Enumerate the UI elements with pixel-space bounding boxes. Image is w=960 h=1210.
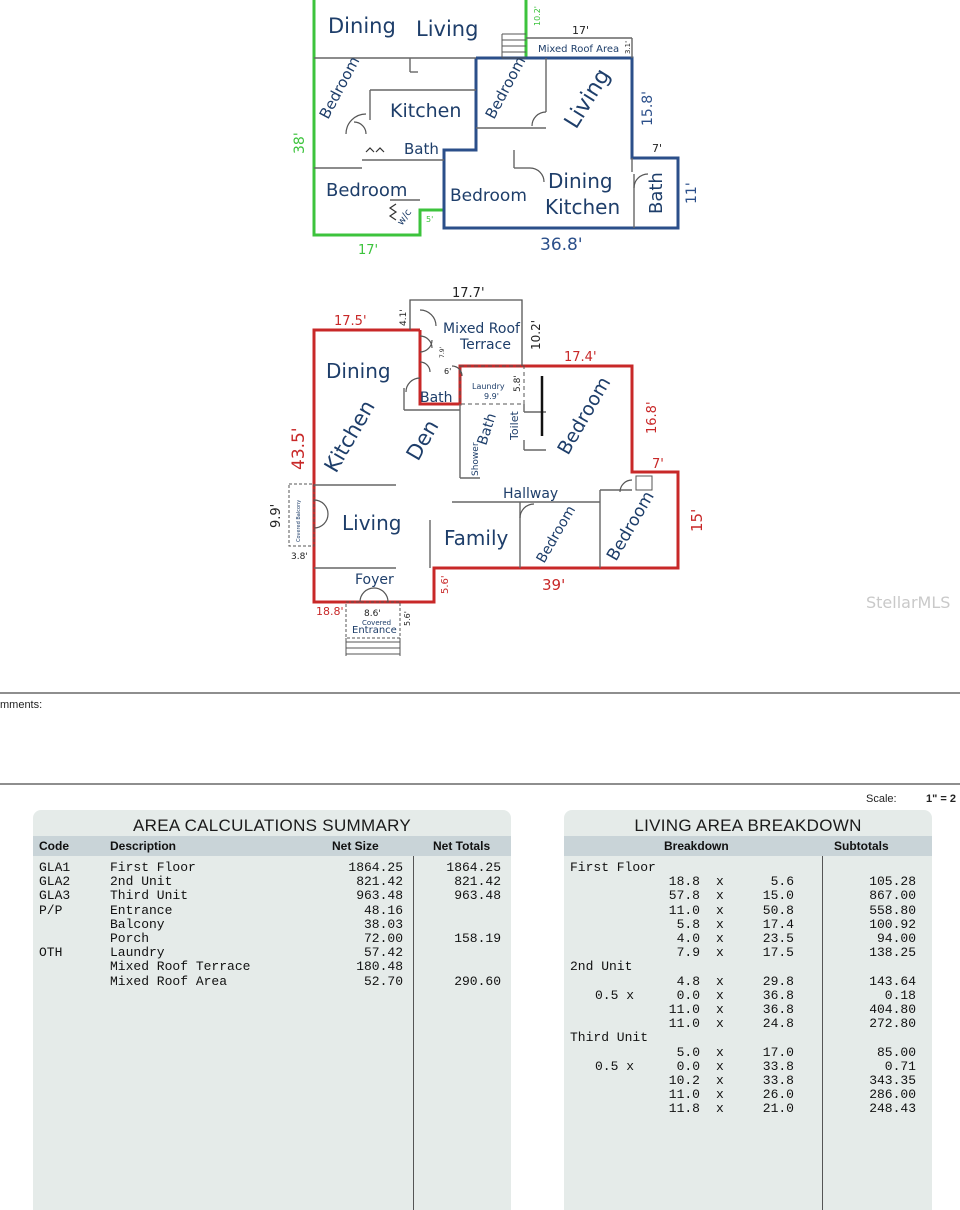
cell-times: x xyxy=(716,1058,724,1074)
cell-times: x xyxy=(716,916,724,932)
dim-39: 39' xyxy=(542,576,566,594)
cell-net-total: 158.19 xyxy=(454,931,501,946)
header-net-totals: Net Totals xyxy=(433,839,491,853)
cell-width: 33.8 xyxy=(762,1058,794,1074)
cell-width: 26.0 xyxy=(762,1087,794,1103)
table-row xyxy=(564,1003,932,1017)
dim-17-bottom: 17' xyxy=(358,243,379,258)
cell-code: OTH xyxy=(39,945,63,961)
room-kitchen-upper-left: Kitchen xyxy=(390,100,462,122)
cell-times: x xyxy=(716,1101,724,1117)
cell-width: 17.5 xyxy=(762,945,794,961)
room-dining-upper: Dining xyxy=(328,14,396,38)
table-row xyxy=(564,875,932,889)
header-description: Description xyxy=(110,839,177,853)
cell-width: 33.8 xyxy=(762,1073,794,1088)
dim-5-6b: 5.6' xyxy=(403,611,412,626)
table-row xyxy=(564,918,932,932)
room-dining-kitchen-line1: Dining xyxy=(548,169,613,193)
cell-subtotal: 100.92 xyxy=(869,916,916,932)
table-row xyxy=(564,1031,932,1045)
table-row xyxy=(564,861,932,875)
table-row xyxy=(33,918,511,932)
table-row xyxy=(33,904,511,918)
cell-description: Mixed Roof Terrace xyxy=(110,959,251,975)
cell-description: 2nd Unit xyxy=(110,874,173,890)
cell-code: GLA3 xyxy=(39,888,71,904)
cell-net-total: 290.60 xyxy=(454,973,501,989)
room-bath-center: Bath xyxy=(474,411,500,448)
cell-description: Porch xyxy=(110,931,150,946)
table-row xyxy=(33,875,511,889)
dim-10-2-lower: 10.2' xyxy=(529,319,543,350)
dim-6: 6' xyxy=(444,367,452,376)
room-bedroom-upper-right-top: Bedroom xyxy=(481,53,530,122)
cell-length: 10.2 xyxy=(668,1073,700,1088)
cell-length: 11.0 xyxy=(668,1016,700,1032)
cell-subtotal: 138.25 xyxy=(869,945,916,961)
table-row xyxy=(33,946,511,960)
table-row xyxy=(564,932,932,946)
cell-subtotal: 0.71 xyxy=(884,1058,916,1074)
room-living-upper-right: Living xyxy=(559,64,616,134)
scale-label: Scale: xyxy=(866,793,897,805)
area-calculations-panel xyxy=(33,810,511,1210)
room-kitchen-lower: Kitchen xyxy=(319,396,380,477)
room-covered-entrance-dim: 8.6' xyxy=(364,609,381,619)
cell-subtotal: 0.18 xyxy=(884,987,916,1003)
cell-length: 57.8 xyxy=(668,888,700,904)
cell-width: 36.8 xyxy=(762,987,794,1003)
dim-17-top: 17' xyxy=(572,24,590,37)
cell-length: 11.0 xyxy=(668,902,700,918)
cell-width: 15.0 xyxy=(762,888,794,904)
dim-10-2-upper: 10.2' xyxy=(533,5,542,26)
cell-length: 0.0 xyxy=(676,1058,700,1074)
dim-9-9: 9.9' xyxy=(269,503,284,528)
cell-subtotal: 343.35 xyxy=(869,1073,916,1088)
divider-bottom xyxy=(0,783,960,785)
living-breakdown-title: LIVING AREA BREAKDOWN xyxy=(634,816,862,835)
dim-15-8: 15.8' xyxy=(640,90,656,126)
room-mixed-roof-area: Mixed Roof Area xyxy=(538,44,620,55)
cell-times: x xyxy=(716,1073,724,1088)
cell-multiplier: 0.5 x xyxy=(594,1058,634,1074)
cell-length: 4.0 xyxy=(676,931,700,946)
room-living-lower: Living xyxy=(342,511,402,535)
dim-3-8: 3.8' xyxy=(291,552,308,562)
table-row xyxy=(564,960,932,974)
dim-43-5: 43.5' xyxy=(289,427,309,470)
header-code: Code xyxy=(39,839,69,853)
cell-subtotal: 272.80 xyxy=(869,1016,916,1032)
dim-7-lower: 7' xyxy=(652,457,664,472)
cell-subtotal: 286.00 xyxy=(869,1087,916,1103)
cell-net-total: 821.42 xyxy=(454,874,501,890)
dim-17-5: 17.5' xyxy=(334,314,367,329)
cell-width: 23.5 xyxy=(762,931,794,946)
cell-net-size: 1864.25 xyxy=(348,860,403,875)
cell-code: P/P xyxy=(39,902,63,918)
entrance-steps xyxy=(346,638,400,656)
cell-subtotal: 94.00 xyxy=(876,931,916,946)
cell-net-size: 48.16 xyxy=(363,902,403,918)
cell-net-size: 57.42 xyxy=(363,945,403,961)
table-row xyxy=(564,1046,932,1060)
cell-length: 11.0 xyxy=(668,1087,700,1103)
area-summary-header xyxy=(33,836,511,856)
table-row xyxy=(33,960,511,974)
dim-16-8: 16.8' xyxy=(645,401,660,434)
room-bedroom-upper-left-bottom: Bedroom xyxy=(326,180,408,201)
cell-net-total: 963.48 xyxy=(454,888,501,904)
cell-width: 24.8 xyxy=(762,1016,794,1032)
table-row xyxy=(564,946,932,960)
room-covered-entrance-line2: Covered xyxy=(362,619,392,627)
table-row xyxy=(564,989,932,1003)
cell-times: x xyxy=(716,902,724,918)
cell-length: 11.8 xyxy=(668,1101,700,1117)
cell-length: 5.0 xyxy=(676,1044,700,1060)
cell-times: x xyxy=(716,1044,724,1060)
table-row xyxy=(564,904,932,918)
upper-floor-plan xyxy=(292,0,700,258)
room-bath-lower-left: Bath xyxy=(420,390,453,406)
header-net-size: Net Size xyxy=(332,839,379,853)
dim-3-1: 3.1' xyxy=(624,40,632,54)
bath-fixture-mark xyxy=(366,148,384,152)
cell-width: 50.8 xyxy=(762,902,794,918)
dim-36-8: 36.8' xyxy=(540,235,583,255)
cell-subtotal: 105.28 xyxy=(869,874,916,890)
table-row xyxy=(564,975,932,989)
room-dining-lower: Dining xyxy=(326,359,391,383)
cell-section-label: Third Unit xyxy=(570,1030,649,1046)
cell-times: x xyxy=(716,931,724,946)
room-hallway: Hallway xyxy=(503,486,559,502)
cell-times: x xyxy=(716,1002,724,1017)
dim-38: 38' xyxy=(292,132,308,154)
cell-description: First Floor xyxy=(110,860,196,875)
dim-15: 15' xyxy=(688,508,706,532)
room-bedroom-lower-right: Bedroom xyxy=(553,373,616,459)
cell-width: 36.8 xyxy=(762,1002,794,1017)
cell-times: x xyxy=(716,987,724,1003)
dim-7-9: 7.9' xyxy=(439,346,446,358)
room-mixed-roof-terrace-line2: Terrace xyxy=(460,337,511,353)
cell-length: 11.0 xyxy=(668,1002,700,1017)
cell-code: GLA1 xyxy=(39,860,71,875)
cell-times: x xyxy=(716,874,724,890)
cell-net-size: 38.03 xyxy=(363,916,403,932)
cell-section-label: 2nd Unit xyxy=(570,959,633,975)
dim-17-7: 17.7' xyxy=(452,286,485,301)
cell-subtotal: 867.00 xyxy=(869,888,916,904)
room-den: Den xyxy=(401,415,444,465)
table-row xyxy=(564,889,932,903)
comments-label: mments: xyxy=(0,699,43,711)
dim-4-1: 4.1' xyxy=(399,309,409,326)
cell-width: 5.6 xyxy=(770,874,794,890)
cell-net-size: 821.42 xyxy=(356,874,403,890)
cell-subtotal: 143.64 xyxy=(869,973,916,989)
cell-length: 5.8 xyxy=(676,916,700,932)
table-row xyxy=(564,1074,932,1088)
divider-top xyxy=(0,692,960,694)
room-mixed-roof-terrace-line1: Mixed Roof xyxy=(443,321,520,337)
cell-section-label: First Floor xyxy=(570,860,656,875)
room-living-upper-left: Living xyxy=(416,17,479,41)
room-family: Family xyxy=(444,526,509,550)
cell-net-total: 1864.25 xyxy=(446,860,501,875)
cell-times: x xyxy=(716,945,724,961)
room-wc: w/c xyxy=(395,207,415,228)
header-subtotals: Subtotals xyxy=(834,839,889,853)
table-row xyxy=(564,1088,932,1102)
cell-width: 17.0 xyxy=(762,1044,794,1060)
lower-floor-plan xyxy=(269,286,706,656)
living-area-panel xyxy=(564,810,932,1210)
cell-times: x xyxy=(716,1087,724,1103)
cell-net-size: 72.00 xyxy=(363,931,403,946)
watermark: StellarMLS xyxy=(866,593,951,612)
cell-length: 0.0 xyxy=(676,987,700,1003)
cell-net-size: 180.48 xyxy=(356,959,403,975)
scale-value: 1" = 2 xyxy=(926,793,956,805)
room-dining-kitchen-line2: Kitchen xyxy=(545,195,621,219)
living-breakdown-header xyxy=(564,836,932,856)
dim-7-upper: 7' xyxy=(652,142,663,155)
table-row xyxy=(33,975,511,989)
table-row xyxy=(33,932,511,946)
room-bedroom-far: Bedroom xyxy=(603,487,659,565)
cell-description: Third Unit xyxy=(110,888,189,904)
cell-times: x xyxy=(716,1016,724,1032)
room-bedroom-upper-right-mid: Bedroom xyxy=(450,186,527,206)
table-row xyxy=(564,1060,932,1074)
cell-subtotal: 558.80 xyxy=(869,902,916,918)
table-row xyxy=(33,889,511,903)
cell-description: Laundry xyxy=(110,945,165,961)
room-shower: Shower xyxy=(471,442,481,476)
cell-subtotal: 85.00 xyxy=(876,1044,916,1060)
room-laundry-line2: 9.9' xyxy=(484,392,499,401)
cell-multiplier: 0.5 x xyxy=(594,987,634,1003)
room-bath-upper-left: Bath xyxy=(404,140,439,158)
cell-times: x xyxy=(716,888,724,904)
header-breakdown: Breakdown xyxy=(664,839,729,853)
room-bedroom-upper-left-top: Bedroom xyxy=(315,53,364,122)
cell-times: x xyxy=(716,973,724,989)
dim-17-4: 17.4' xyxy=(564,350,597,365)
dim-11: 11' xyxy=(684,182,700,204)
cell-length: 4.8 xyxy=(676,973,700,989)
cell-subtotal: 404.80 xyxy=(869,1002,916,1017)
cell-description: Mixed Roof Area xyxy=(110,973,228,989)
wc-zigzag xyxy=(390,204,396,220)
dim-18-8: 18.8' xyxy=(316,605,344,618)
table-row xyxy=(33,861,511,875)
cell-length: 7.9 xyxy=(676,945,700,961)
room-covered-balcony: Covered Balcony xyxy=(296,499,302,542)
dim-5-6: 5.6' xyxy=(440,575,451,594)
cell-subtotal: 248.43 xyxy=(869,1101,916,1117)
door-small-box xyxy=(636,476,652,490)
table-row xyxy=(564,1102,932,1116)
dim-5-8: 5.8' xyxy=(513,375,523,392)
cell-width: 29.8 xyxy=(762,973,794,989)
room-bath-upper-right: Bath xyxy=(646,172,667,214)
cell-description: Balcony xyxy=(110,916,165,932)
dim-5-upper: 5' xyxy=(426,215,434,224)
room-foyer: Foyer xyxy=(355,572,394,588)
cell-width: 17.4 xyxy=(762,916,794,932)
room-laundry-line1: Laundry xyxy=(472,382,505,391)
room-covered-entrance-line3: Entrance xyxy=(352,625,397,636)
table-row xyxy=(564,1017,932,1031)
cell-length: 18.8 xyxy=(668,874,700,890)
room-bedroom-small: Bedroom xyxy=(533,503,580,566)
cell-description: Entrance xyxy=(110,902,173,918)
cell-net-size: 52.70 xyxy=(363,973,403,989)
area-summary-title: AREA CALCULATIONS SUMMARY xyxy=(133,816,411,835)
cell-net-size: 963.48 xyxy=(356,888,403,904)
room-toilet: Toilet xyxy=(508,411,521,440)
cell-code: GLA2 xyxy=(39,874,71,890)
cell-width: 21.0 xyxy=(762,1101,794,1117)
